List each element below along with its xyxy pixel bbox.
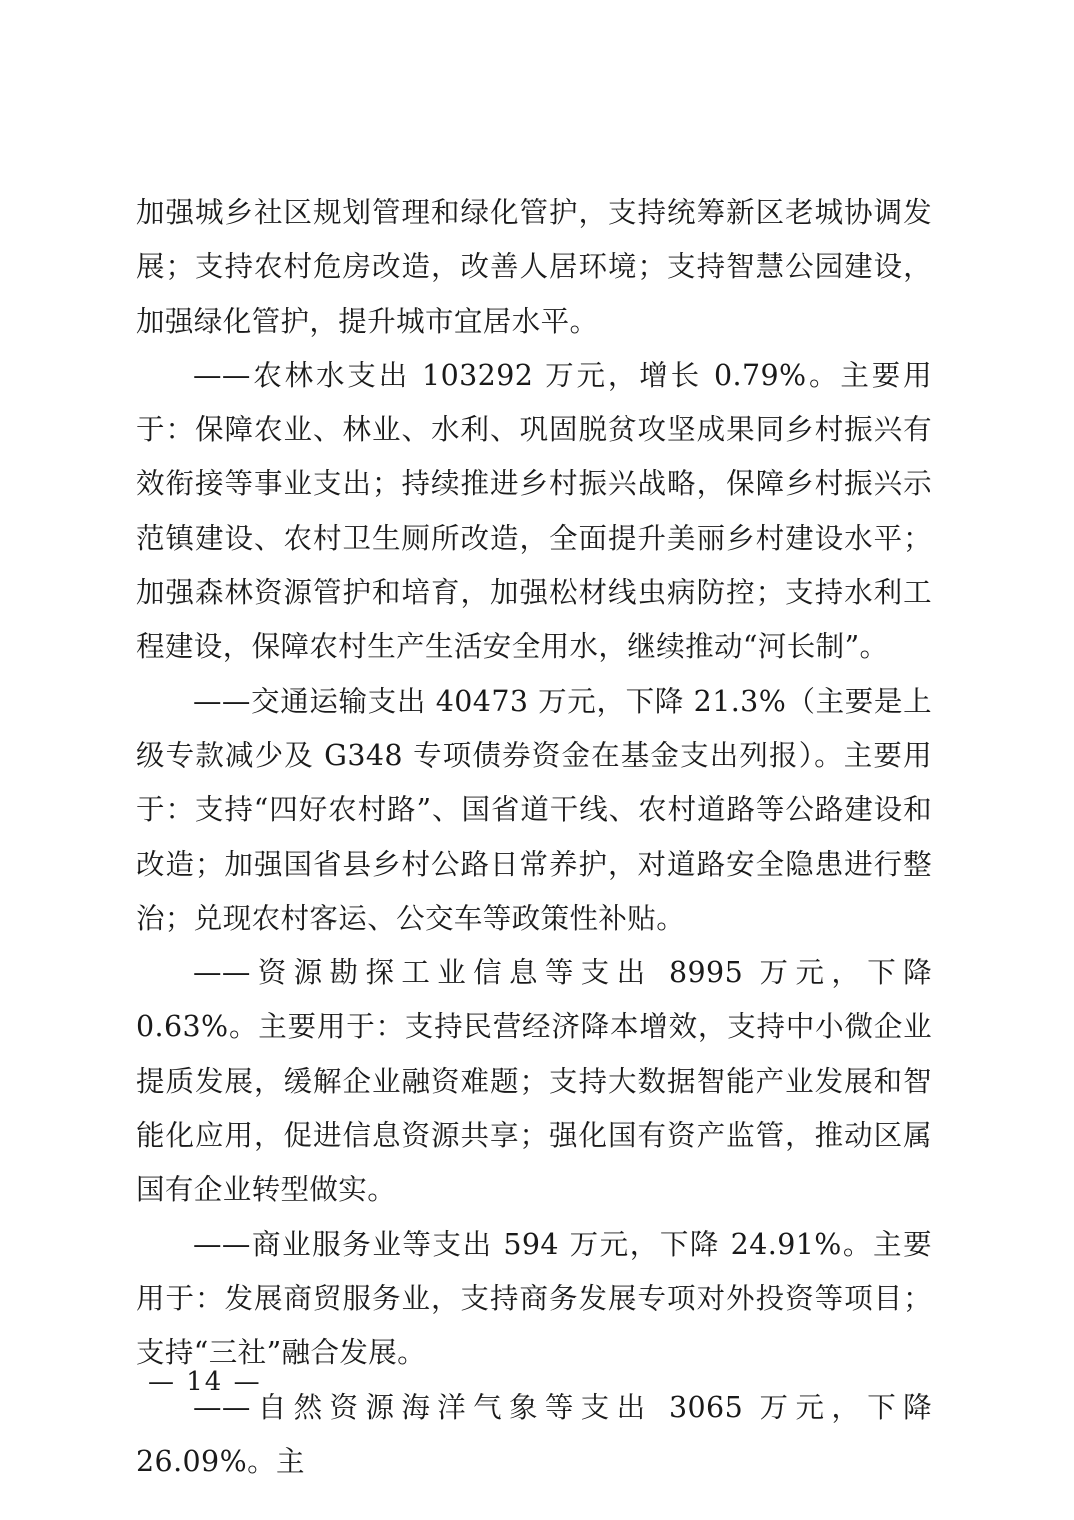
paragraph-agriculture-forestry-water: ——农林水支出 103292 万元，增长 0.79%。主要用于：保障农业、林业、水利、巩固脱贫攻坚成果同乡村振兴有效衔接等事业支出；持续推进乡村振兴战略，保障乡村振兴示范镇建设、农村卫生厕所改造，全面提升美丽乡村建设水平；加强森林资源管护和培育，加强松材线虫病防控；支持水利工程建设，保障农村生产生活安全用水，继续推动“河长制”。 — [136, 358, 932, 664]
paragraph-resources-industry-information: ——资源勘探工业信息等支出 8995 万元，下降 0.63%。主要用于：支持民营经济降本增效，支持中小微企业提质发展，缓解企业融资难题；支持大数据智能产业发展和智能化应用，促进信息资源共享；强化国有资产监管，推动区属国有企业转型做实。 — [136, 956, 932, 1207]
paragraph-urban-rural-continuation: 加强城乡社区规划管理和绿化管护，支持统筹新区老城协调发展；支持农村危房改造，改善人居环境；支持智慧公园建设，加强绿化管护，提升城市宜居水平。 — [136, 196, 932, 338]
paragraph-commerce-services: ——商业服务业等支出 594 万元，下降 24.91%。主要用于：发展商贸服务业，支持商务发展专项对外投资等项目；支持“三社”融合发展。 — [136, 1227, 932, 1370]
document-body — [136, 186, 932, 1489]
page-number: — 14 — — [148, 1367, 262, 1397]
paragraph-natural-resources-ocean-meteorology: ——自然资源海洋气象等支出 3065 万元，下降 26.09%。主 — [136, 1390, 932, 1478]
paragraph-transportation: ——交通运输支出 40473 万元，下降 21.3%（主要是上级专款减少及 G348 专项债券资金在基金支出列报）。主要用于：支持“四好农村路”、国省道干线、农村道路等公路建设和改造；加强国省县乡村公路日常养护，对道路安全隐患进行整治；兑现农村客运、公交车等政策性补贴。 — [136, 684, 932, 935]
